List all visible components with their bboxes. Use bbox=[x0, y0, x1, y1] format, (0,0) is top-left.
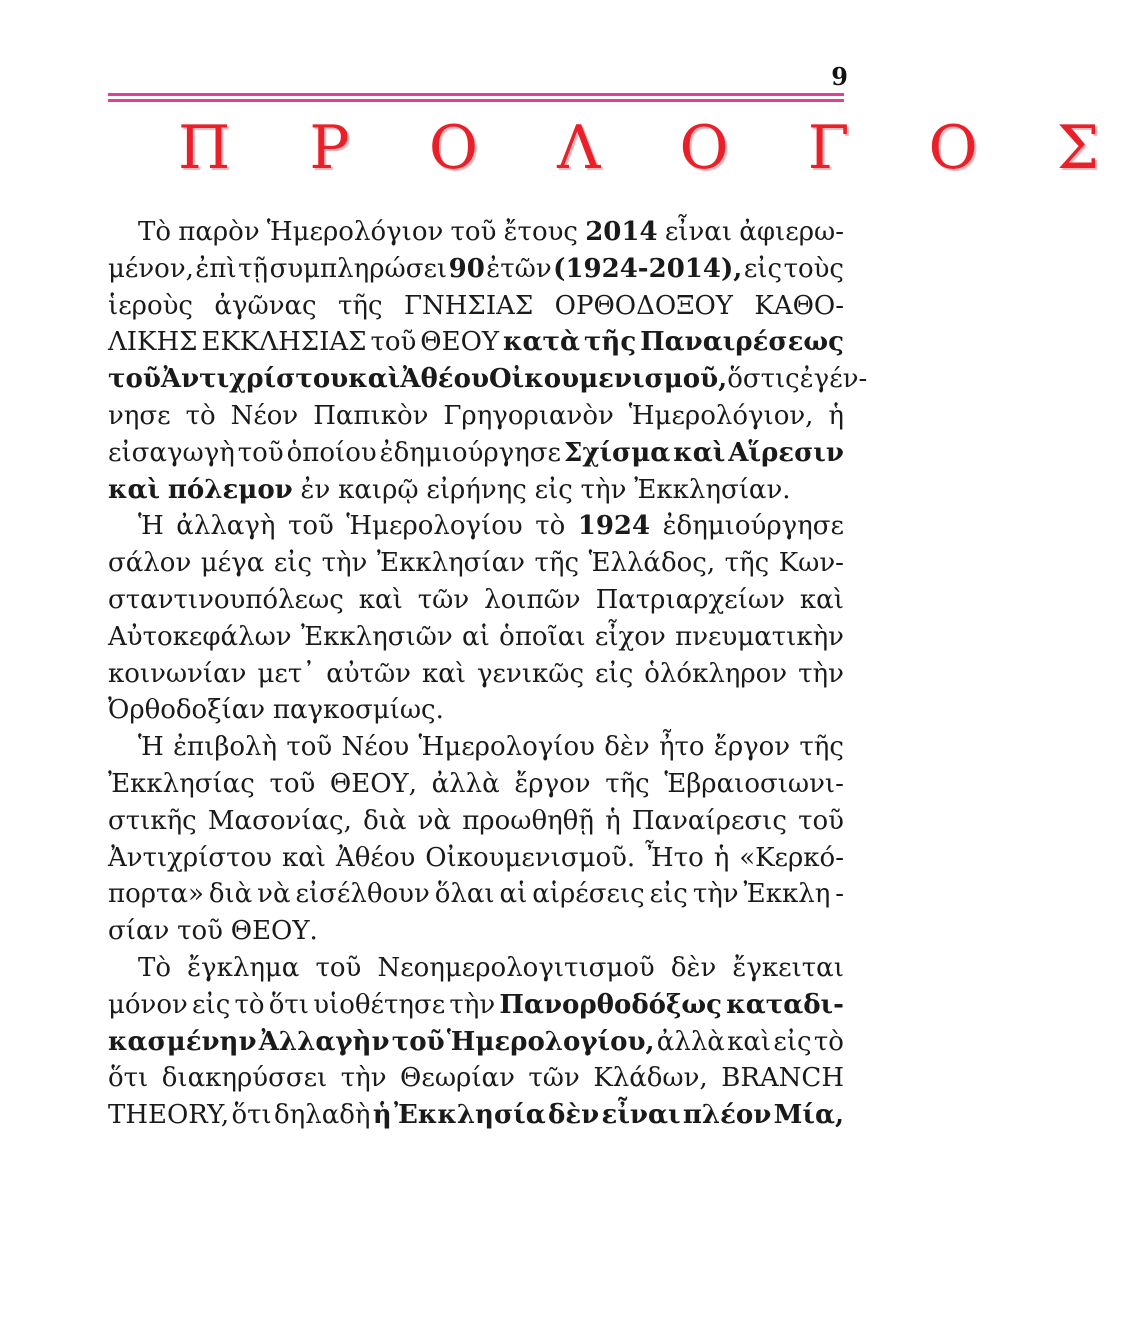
word: Ἡμερολόγιον bbox=[266, 217, 444, 247]
text-line bbox=[108, 361, 868, 398]
word: αἱ bbox=[499, 879, 528, 910]
word: Νέου bbox=[341, 732, 410, 763]
word: κοινωνίαν bbox=[108, 658, 247, 689]
text-line bbox=[108, 766, 844, 803]
word: τῶν bbox=[417, 584, 470, 615]
text-line bbox=[108, 508, 844, 545]
bold-word: κασμένην bbox=[108, 1026, 257, 1057]
word: καὶ bbox=[281, 842, 326, 873]
bold-word: ἡ bbox=[372, 1100, 392, 1131]
word: Μασονίας, bbox=[207, 805, 352, 836]
bold-word: πόλεμον bbox=[167, 474, 293, 505]
word: «Κερκό- bbox=[739, 842, 844, 873]
word: ἐτῶν bbox=[486, 253, 552, 284]
word: ἐδημιούργησε bbox=[379, 437, 561, 468]
text-line bbox=[108, 729, 844, 766]
text-line bbox=[108, 1060, 844, 1097]
word: εἰρήνης bbox=[426, 474, 527, 505]
bold-word: Ἡμερολογίου, bbox=[446, 1026, 655, 1057]
word: μόνον bbox=[108, 989, 188, 1020]
word: Ἡμερολογίου bbox=[418, 732, 595, 763]
page-number: 9 bbox=[831, 62, 848, 91]
word: μένον, bbox=[108, 253, 194, 284]
word: διακηρύσσει bbox=[161, 1063, 328, 1094]
word: καιρῷ bbox=[338, 474, 419, 505]
word: τῆς bbox=[338, 290, 383, 321]
word: ἐπὶ bbox=[195, 253, 237, 284]
bold-word: τοῦ bbox=[391, 1026, 445, 1057]
bold-word: καὶ bbox=[673, 437, 726, 468]
text-line bbox=[108, 987, 844, 1024]
word: καὶ bbox=[358, 584, 403, 615]
word: Κων- bbox=[778, 548, 844, 579]
text-line bbox=[108, 840, 844, 877]
word: νησε bbox=[108, 400, 171, 431]
paragraph bbox=[108, 214, 868, 508]
bold-word: πλέον bbox=[682, 1100, 772, 1131]
paragraph bbox=[108, 729, 844, 950]
word: ἦτο bbox=[658, 732, 705, 763]
word: τοῦ bbox=[269, 768, 316, 799]
word: ὅτι bbox=[108, 1063, 149, 1094]
word: Τὸ bbox=[138, 217, 171, 247]
word: εἰς bbox=[595, 658, 634, 689]
text-line bbox=[108, 214, 844, 251]
word: τὸ bbox=[185, 400, 216, 431]
word: ἐπιβολὴ bbox=[173, 732, 278, 763]
word: τὴν bbox=[580, 474, 627, 505]
word: Ἡ bbox=[138, 732, 164, 763]
word: ἔγκειται bbox=[732, 952, 844, 983]
word: συμπληρώσει bbox=[269, 253, 448, 284]
word: δὲν bbox=[670, 952, 717, 983]
bold-word: τῆς bbox=[583, 327, 637, 358]
word: τὸ bbox=[234, 989, 265, 1020]
word: Αὐτοκεφάλων bbox=[108, 621, 292, 652]
word: ὅτι bbox=[231, 1100, 272, 1131]
word: στικῆς bbox=[108, 805, 197, 836]
word: τῆς bbox=[724, 548, 770, 579]
word: Ἡ bbox=[138, 511, 164, 542]
bold-word: τοῦ bbox=[108, 364, 161, 395]
word: τοῦ bbox=[450, 217, 497, 247]
word: λοιπῶν bbox=[484, 584, 581, 615]
word: νὰ bbox=[257, 879, 291, 910]
word: καὶ bbox=[727, 1026, 772, 1057]
word: ἔτους bbox=[503, 217, 578, 247]
word: Ἐκκλησίας bbox=[108, 768, 255, 799]
word: ὁλόκληρον bbox=[644, 658, 788, 689]
word: τὸ bbox=[535, 511, 566, 542]
word: εἰς bbox=[773, 1026, 812, 1057]
word: Νέον bbox=[230, 400, 299, 431]
word: THEORY, bbox=[108, 1100, 230, 1131]
word: ὅτι bbox=[268, 989, 309, 1020]
word: Ἐκκλησιῶν bbox=[300, 621, 453, 652]
bold-word: Πανορθοδόξως bbox=[499, 989, 722, 1020]
word: εἰσαγωγὴ bbox=[108, 437, 235, 468]
word: Ὀρθοδοξίαν bbox=[108, 695, 266, 726]
word: Νεοημερολογιτισμοῦ bbox=[377, 952, 655, 983]
word: Ἐκκλησίαν. bbox=[634, 474, 791, 505]
word: τῆς bbox=[799, 732, 844, 763]
word: δὲν bbox=[604, 732, 650, 763]
bold-word: εἶναι bbox=[601, 1100, 681, 1131]
word: τοὺς bbox=[783, 253, 844, 284]
word: ἱεροὺς bbox=[108, 290, 193, 321]
word: ἀλλὰ bbox=[656, 1026, 725, 1057]
word: ὅστις bbox=[727, 364, 800, 395]
word: ἀλλαγὴ bbox=[176, 511, 276, 542]
paragraph bbox=[108, 508, 844, 729]
bold-word: Ἀλλαγὴν bbox=[258, 1026, 390, 1057]
word: ἡ bbox=[828, 400, 844, 431]
word: ἀφιερω- bbox=[739, 217, 844, 247]
word: υἱοθέτησε bbox=[313, 989, 446, 1020]
word: ἀγῶνας bbox=[214, 290, 317, 321]
text-line bbox=[108, 472, 844, 509]
bold-word: δὲν bbox=[548, 1100, 600, 1131]
word: εἶναι bbox=[664, 217, 733, 247]
bold-word: Σχίσμα bbox=[563, 437, 671, 468]
word: ΘΕΟΥ. bbox=[230, 916, 318, 947]
word: ὁποῖαι bbox=[499, 621, 586, 652]
word: - bbox=[835, 879, 844, 910]
word: δηλαδὴ bbox=[274, 1100, 371, 1131]
text-line bbox=[108, 435, 844, 472]
word: ἀλλὰ bbox=[431, 768, 500, 799]
word: Οἰκουμενισμοῦ. bbox=[425, 842, 636, 873]
text-line bbox=[108, 324, 844, 361]
word: διὰ bbox=[208, 879, 253, 910]
word: ἐγέν- bbox=[799, 364, 868, 395]
word: μέγα bbox=[200, 548, 265, 579]
word: ἐν bbox=[300, 474, 331, 505]
word: Γρηγοριανὸν bbox=[443, 400, 614, 431]
header-rule-top bbox=[108, 93, 844, 96]
word: ἔργον bbox=[713, 732, 791, 763]
bold-word: Αἵρεσιν bbox=[728, 437, 844, 468]
word: τοῦ bbox=[798, 805, 844, 836]
body-text bbox=[108, 214, 868, 1134]
word: τὸ bbox=[813, 1026, 844, 1057]
bold-word: Μία, bbox=[773, 1100, 844, 1131]
word: εἶχον bbox=[594, 621, 666, 652]
text-line bbox=[108, 619, 844, 656]
word: Ἐκκλησίαν bbox=[376, 548, 525, 579]
text-line bbox=[108, 582, 844, 619]
word: προωθηθῇ bbox=[462, 805, 594, 836]
word: BRANCH bbox=[721, 1063, 844, 1094]
text-line bbox=[108, 1024, 844, 1061]
word: ἐδημιούργησε bbox=[662, 511, 844, 542]
bold-word: Ἀθέου bbox=[400, 364, 489, 395]
word: Τὸ bbox=[138, 952, 171, 983]
word: νὰ bbox=[417, 805, 452, 836]
word: Θεωρίαν bbox=[400, 1063, 515, 1094]
word: παρὸν bbox=[178, 217, 260, 247]
word: τοῦ bbox=[287, 511, 334, 542]
text-line bbox=[108, 803, 844, 840]
word: ΛΙΚΗΣ bbox=[108, 327, 198, 358]
word: ἔγκλημα bbox=[187, 952, 300, 983]
bold-word: καταδι- bbox=[726, 989, 844, 1020]
word: Ἡμερολογίου bbox=[346, 511, 523, 542]
word: τῇ bbox=[238, 253, 269, 284]
word: τὴν bbox=[321, 548, 368, 579]
word: Κλάδων, bbox=[593, 1063, 708, 1094]
word: τὴν bbox=[692, 879, 739, 910]
word: Ἑβραιοσιωνι- bbox=[664, 768, 844, 799]
word: τοῦ bbox=[370, 327, 417, 358]
bold-word: Οἰκουμενισμοῦ, bbox=[488, 364, 728, 395]
word: ΓΝΗΣΙΑΣ bbox=[403, 290, 534, 321]
bold-word: κατὰ bbox=[503, 327, 580, 358]
bold-word: 2014 bbox=[585, 217, 658, 247]
word: τοῦ bbox=[237, 437, 284, 468]
word: ὁποίου bbox=[286, 437, 377, 468]
word: παγκοσμίως. bbox=[272, 695, 444, 726]
text-line bbox=[108, 692, 844, 729]
word: Ἑλλάδος, bbox=[588, 548, 716, 579]
word: εἰς bbox=[534, 474, 573, 505]
word: Παναίρεσις bbox=[631, 805, 787, 836]
word: εἰς bbox=[273, 548, 313, 579]
word: τὴν bbox=[340, 1063, 387, 1094]
word: καὶ bbox=[422, 658, 467, 689]
text-line bbox=[108, 398, 844, 435]
word: σάλον bbox=[108, 548, 192, 579]
word: ΘΕΟΥ, bbox=[329, 768, 417, 799]
word: αὐτῶν bbox=[326, 658, 411, 689]
word: τῆς bbox=[534, 548, 580, 579]
word: πνευματικὴν bbox=[675, 621, 844, 652]
word: σίαν bbox=[108, 916, 170, 947]
word: ΟΡΘΟΔΟΞΟΥ bbox=[554, 290, 733, 321]
word: τοῦ bbox=[286, 732, 333, 763]
word: αἱρέσεις bbox=[532, 879, 645, 910]
word: τῶν bbox=[528, 1063, 580, 1094]
word: ΘΕΟΥ bbox=[420, 327, 500, 358]
page-title: Π Ρ Ο Λ Ο Γ Ο Σ bbox=[178, 113, 1129, 183]
word: εἰς bbox=[743, 253, 783, 284]
word: ἔργον bbox=[514, 768, 591, 799]
bold-word: καὶ bbox=[108, 474, 161, 505]
word: εἰσέλθουν bbox=[295, 879, 430, 910]
word: τὴν bbox=[449, 989, 496, 1020]
word: Ἡμερολόγιον, bbox=[628, 400, 814, 431]
word: σταντινουπόλεως bbox=[108, 584, 344, 615]
word: Πατριαρχείων bbox=[595, 584, 785, 615]
bold-word: Ἐκκλησία bbox=[394, 1100, 546, 1131]
word: Παπικὸν bbox=[313, 400, 429, 431]
word: Ἀντιχρίστου bbox=[108, 842, 272, 873]
header-rule-bottom bbox=[108, 99, 844, 102]
word: γενικῶς bbox=[477, 658, 585, 689]
text-line bbox=[108, 950, 844, 987]
bold-word: Παναιρέσεως bbox=[640, 327, 844, 358]
text-line bbox=[108, 251, 844, 288]
word: εἰς bbox=[649, 879, 688, 910]
bold-word: (1924-2014), bbox=[553, 253, 743, 284]
word: τὴν bbox=[798, 658, 844, 689]
paragraph bbox=[108, 950, 844, 1134]
word: καὶ bbox=[799, 584, 844, 615]
word: τοῦ bbox=[315, 952, 362, 983]
text-line bbox=[108, 656, 844, 693]
word: Ἀθέου bbox=[335, 842, 416, 873]
word: αἱ bbox=[462, 621, 490, 652]
word: διὰ bbox=[363, 805, 407, 836]
word: εἰς bbox=[192, 989, 231, 1020]
text-line bbox=[108, 913, 844, 950]
word: ΚΑΘΟ- bbox=[754, 290, 844, 321]
text-line bbox=[108, 288, 844, 325]
word: τοῦ bbox=[177, 916, 223, 947]
word: Ἐκκλη bbox=[743, 879, 831, 910]
bold-word: 90 bbox=[448, 253, 485, 284]
word: ἡ bbox=[605, 805, 621, 836]
word: τῆς bbox=[605, 768, 650, 799]
bold-word: 1924 bbox=[577, 511, 651, 542]
word: Ἦτο bbox=[645, 842, 704, 873]
word: ἡ bbox=[713, 842, 730, 873]
text-line bbox=[108, 1097, 844, 1134]
bold-word: Ἀντιχρίστου bbox=[160, 364, 349, 395]
word: ΕΚΚΛΗΣΙΑΣ bbox=[201, 327, 367, 358]
word: ὅλαι bbox=[434, 879, 495, 910]
text-line bbox=[108, 876, 844, 913]
text-line bbox=[108, 545, 844, 582]
word: μετ᾽ bbox=[257, 658, 316, 689]
bold-word: καὶ bbox=[348, 364, 401, 395]
word: πορτα» bbox=[108, 879, 204, 910]
